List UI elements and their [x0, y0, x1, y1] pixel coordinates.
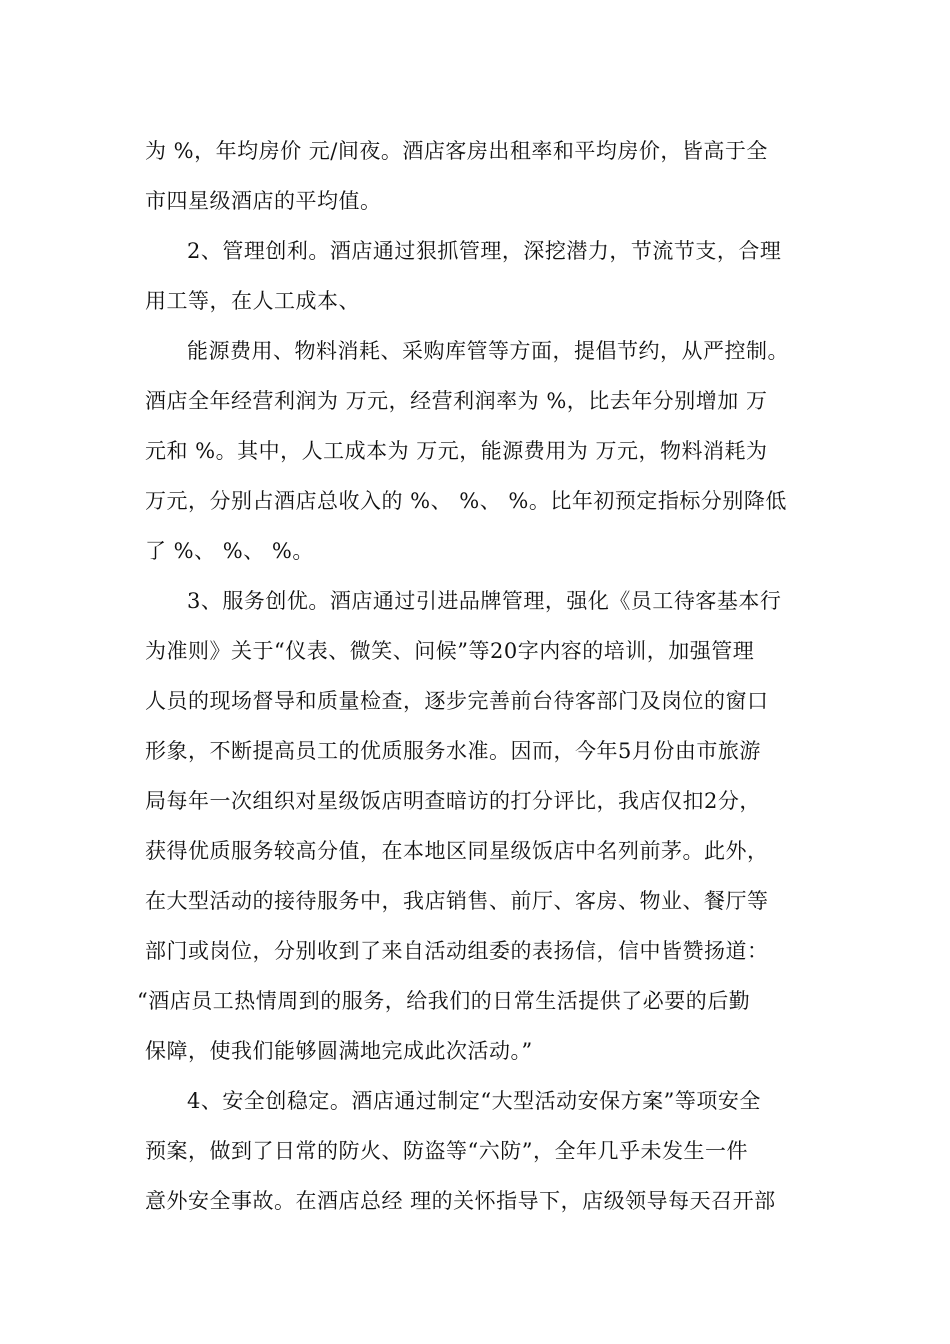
text-line: 获得优质服务较高分值，在本地区同星级饭店中名列前茅。此外， — [145, 839, 769, 863]
text-line: 人员的现场督导和质量检查，逐步完善前台待客部门及岗位的窗口 — [145, 689, 769, 713]
paragraph-2-start: 2、管理创利。酒店通过狠抓管理，深挖潜力，节流节支，合理 — [187, 239, 782, 263]
text-line: 局每年一次组织对星级饭店明查暗访的打分评比，我店仅扣2分， — [145, 789, 761, 813]
text-line: 能源费用、物料消耗、采购库管等方面，提倡节约，从严控制。 — [187, 339, 789, 363]
text-line: 为准则》关于“仪表、微笑、问候”等20字内容的培训，加强管理 — [145, 639, 755, 663]
text-line: 元和 %。其中，人工成本为 万元，能源费用为 万元，物料消耗为 — [145, 439, 768, 463]
paragraph-3-start: 3、服务创优。酒店通过引进品牌管理，强化《员工待客基本行 — [187, 589, 782, 613]
text-line: 部门或岗位，分别收到了来自活动组委的表扬信，信中皆赞扬道： — [145, 939, 769, 963]
text-line: 意外安全事故。在酒店总经 理的关怀指导下，店级领导每天召开部 — [145, 1189, 776, 1213]
text-line: 预案，做到了日常的防火、防盗等“六防”，全年几乎未发生一件 — [145, 1139, 748, 1163]
text-line: 形象，不断提高员工的优质服务水准。因而，今年5月份由市旅游 — [145, 739, 761, 763]
text-line: 酒店全年经营利润为 万元，经营利润率为 %，比去年分别增加 万 — [145, 389, 768, 413]
text-line: “酒店员工热情周到的服务，给我们的日常生活提供了必要的后勤 — [137, 989, 751, 1013]
text-line: 在大型活动的接待服务中，我店销售、前厅、客房、物业、餐厅等 — [145, 889, 769, 913]
paragraph-4-start: 4、安全创稳定。酒店通过制定“大型活动安保方案”等项安全 — [187, 1089, 761, 1113]
text-line: 万元，分别占酒店总收入的 %、 %、 %。比年初预定指标分别降低 — [145, 489, 787, 513]
text-line: 用工等，在人工成本、 — [145, 289, 360, 313]
text-line: 市四星级酒店的平均值。 — [145, 189, 382, 213]
text-line: 为 %，年均房价 元/间夜。酒店客房出租率和平均房价，皆高于全 — [145, 139, 768, 163]
text-line: 了 %、 %、 %。 — [145, 539, 314, 563]
text-line: 保障，使我们能够圆满地完成此次活动。” — [145, 1039, 533, 1063]
